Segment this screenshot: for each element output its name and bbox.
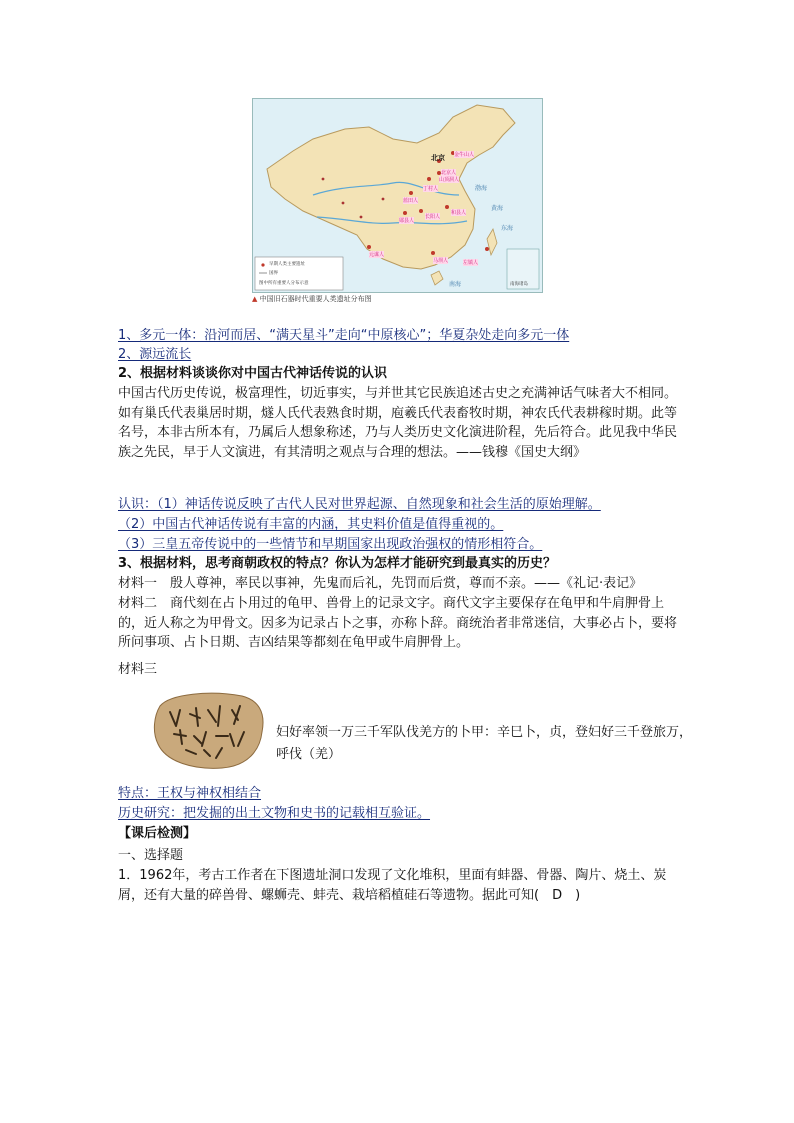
material-2: 材料二 商代刻在占卜用过的龟甲、兽骨上的记录文字。商代文字主要保存在龟甲和牛肩胛骨上的，近人称之为甲骨文。因多为记录占卜之事，亦称卜辞。商统治者非常迷信，大事必占卜，要将所问事项、占卜日期、吉凶结果等都刻在龟甲或牛肩胛骨上。 xyxy=(118,596,678,650)
map-label-hexian: 和县人 xyxy=(451,210,467,216)
material-1: 材料一 殷人尊神，率民以事神，先鬼而后礼，先罚而后赏，尊而不亲。——《礼记·表记》 xyxy=(118,576,643,591)
map-label-maba: 马坝人 xyxy=(433,258,449,264)
map-label-jinniushan: 金牛山人 xyxy=(454,152,475,158)
map-label-sea-yellow: 黄海 xyxy=(491,205,504,212)
map-label-changyang: 长阳人 xyxy=(425,214,441,220)
multiple-choice-heading: 一、选择题 xyxy=(118,848,184,863)
map-label-shandingdong: 山顶洞人 xyxy=(439,177,460,183)
after-class-section-title: 【课后检测】 xyxy=(118,826,197,841)
recognition-2: （2）中国古代神话传说有丰富的内涵，其史料价值是值得重视的。 xyxy=(118,517,504,532)
china-map-figure xyxy=(252,98,543,293)
map-inset-label: 南海诸岛 xyxy=(510,282,528,287)
question-3-heading: 3、根据材料，思考商朝政权的特点？你认为怎样才能研究到最真实的历史？ xyxy=(118,556,557,571)
map-label-yuanmou: 元谋人 xyxy=(369,252,385,258)
recognition-3: （3）三皇五帝传说中的一些情节和早期国家出现政治强权的情形相符合。 xyxy=(118,537,543,552)
map-legend-item-border: 国界 xyxy=(269,271,278,276)
question-1: 1．1962年，考古工作者在下图遗址洞口发现了文化堆积，里面有蚌器、骨器、陶片、烧土、炭屑，还有大量的碎兽骨、螺蛳壳、蚌壳、栽培稻植硅石等遗物。据此可知( D ) xyxy=(118,868,667,903)
history-research-line: 历史研究：把发掘的出土文物和史书的记载相互验证。 xyxy=(118,806,431,821)
map-label-zuojiang: 左镇人 xyxy=(463,260,479,266)
oracle-bone-image xyxy=(150,688,270,772)
oracle-bone-caption: 妇好率领一万三千军队伐羌方的卜甲：辛巳卜，贞，登妇好三千登旅万，呼伐（羌） xyxy=(276,725,693,762)
map-label-beijing: 北京 xyxy=(431,154,445,162)
map-caption xyxy=(252,294,541,304)
oracle-bone-shape xyxy=(150,688,270,772)
map-label-yunxian: 郧县人 xyxy=(399,218,415,224)
map-caption-text: 中国旧石器时代重要人类遗址分布图 xyxy=(259,295,372,303)
qian-mu-quote: 中国古代历史传说，极富理性，切近事实，与并世其它民族追述古史之充满神话气味者大不相同。如有巢氏代表巢居时期，燧人氏代表熟食时期，庖羲氏代表畜牧时期，神农氏代表耕稼时期。此等名号，本非古所本有，乃属后人想象称述，乃与人类历史文化演进阶程，先后符合。此见我中华民族之先民，早于人文演进，有其清明之观点与合理的想法。——钱穆《国史大纲》 xyxy=(118,386,678,460)
map-label-beijingren: 北京人 xyxy=(441,170,457,176)
map-label-lantian: 蓝田人 xyxy=(403,198,419,204)
answer-line-2: 2、源远流长 xyxy=(118,347,192,362)
recognition-1: 认识：（1）神话传说反映了古代人民对世界起源、自然现象和社会生活的原始理解。 xyxy=(118,497,601,512)
map-label-sea-bohai: 渤海 xyxy=(475,185,488,192)
material-3-label: 材料三 xyxy=(118,662,158,677)
map-label-sea-south: 南海 xyxy=(449,281,462,288)
map-label-dingcun: 丁村人 xyxy=(423,186,439,192)
map-label-sea-east: 东海 xyxy=(501,225,514,232)
map-legend-item-sites: 早期人类主要遗址 xyxy=(269,262,305,267)
map-legend-item-note: 图中所有重要人分布示意 xyxy=(259,281,309,286)
feature-line: 特点：王权与神权相结合 xyxy=(118,786,262,801)
answer-line-1: 1、多元一体：沿河而居、“满天星斗”走向“中原核心”；华夏杂处走向多元一体 xyxy=(118,328,570,343)
triangle-icon: ▲ xyxy=(252,295,258,303)
question-2-heading: 2、根据材料谈谈你对中国古代神话传说的认识 xyxy=(118,366,388,381)
